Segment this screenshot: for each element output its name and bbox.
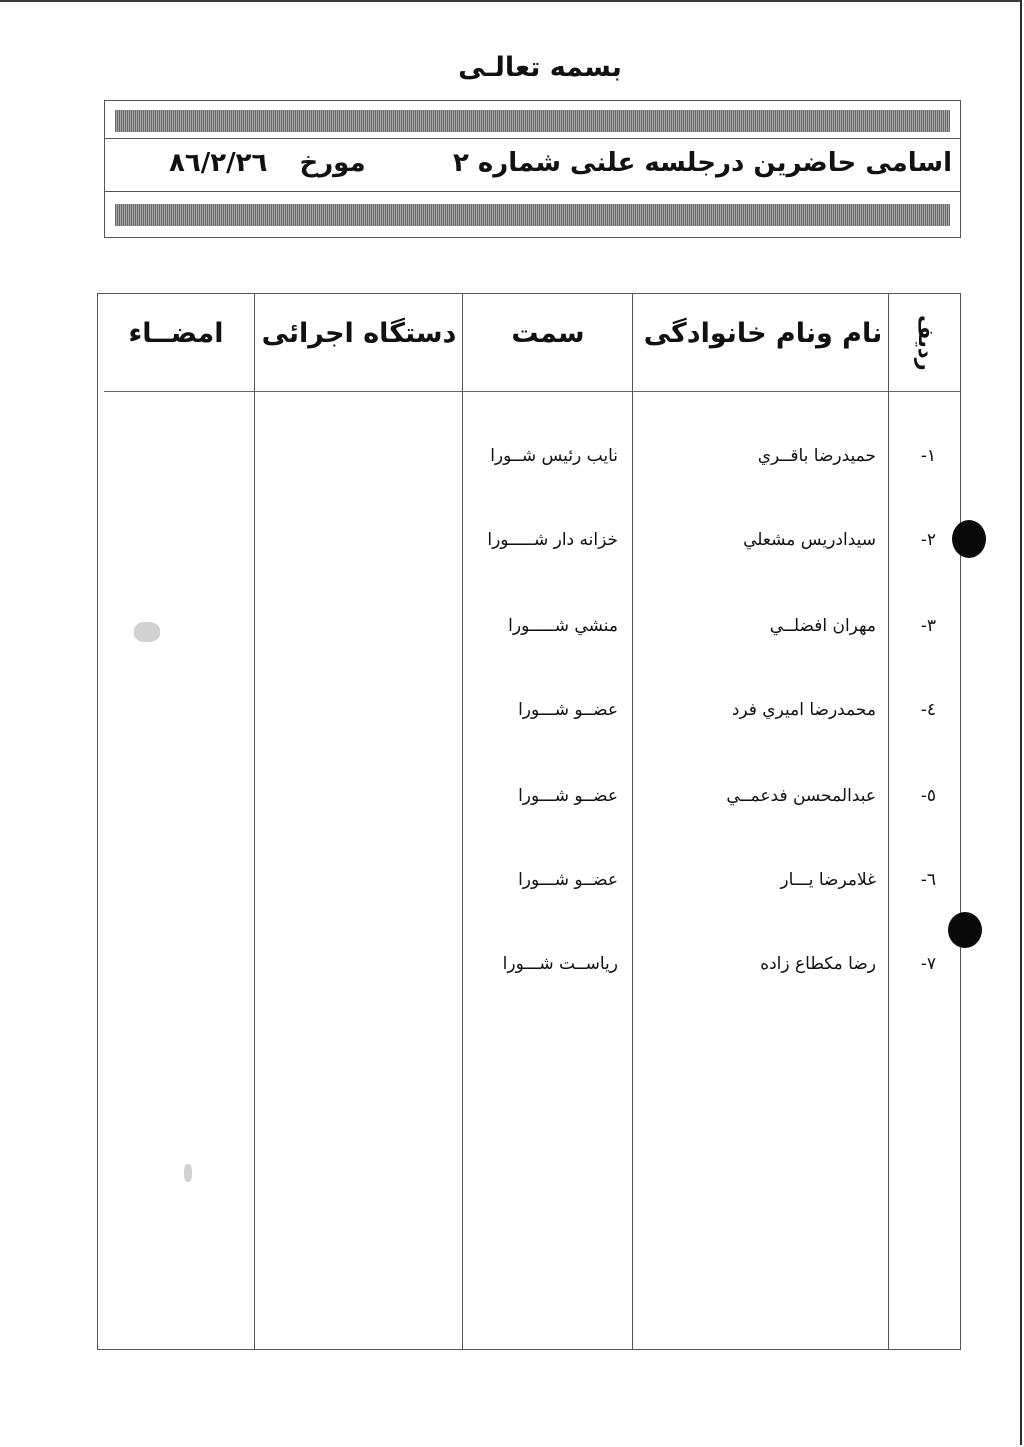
- row-number: ٥-: [920, 786, 936, 806]
- punch-hole: [952, 520, 986, 558]
- member-position: عضــو شـــورا: [518, 870, 618, 890]
- column-header-agency: دستگاه اجرائی: [261, 318, 457, 349]
- table-row: [98, 446, 960, 486]
- date-label: مورخ: [299, 148, 366, 178]
- member-name: حميدرضا باقــري: [757, 446, 876, 466]
- row-number: ۳-: [920, 616, 936, 636]
- table-header-rule: [104, 391, 960, 392]
- header-divider: [105, 191, 960, 192]
- attendance-table: [97, 293, 961, 1350]
- table-row: [98, 870, 960, 910]
- hatched-band-top: [115, 110, 950, 132]
- table-row: [98, 954, 960, 994]
- column-header-position: سمت: [511, 318, 585, 349]
- row-number: ١-: [920, 446, 936, 466]
- member-position: رياســت شـــورا: [502, 954, 618, 974]
- member-name: سيدادريس مشعلي: [743, 530, 876, 550]
- row-number: ۷-: [920, 954, 936, 974]
- member-name: غلامرضا يـــار: [780, 870, 876, 890]
- member-position: خزانه دار شـــــورا: [487, 530, 618, 550]
- table-row: [98, 700, 960, 740]
- table-row: [98, 530, 960, 570]
- member-position: عضــو شـــورا: [518, 700, 618, 720]
- table-row: [98, 786, 960, 826]
- scan-smudge: [184, 1164, 192, 1182]
- row-number: ٤-: [920, 700, 936, 720]
- row-number: ۲-: [920, 530, 936, 550]
- member-name: عبدالمحسن فدعمــي: [726, 786, 876, 806]
- member-position: نايب رئيس شــورا: [490, 446, 618, 466]
- scan-smudge: [134, 622, 160, 642]
- date-value: ٨٦/٢/٢٦: [169, 148, 268, 178]
- column-header-row-number: ردیف: [914, 315, 938, 371]
- member-name: محمدرضا اميري فرد: [731, 700, 876, 720]
- column-header-name: نام ونام خانوادگی: [643, 318, 883, 349]
- row-number: ٦-: [920, 870, 936, 890]
- page-title: بسمه تعالـی: [458, 52, 622, 83]
- session-header-box: [104, 100, 961, 238]
- header-divider: [105, 138, 960, 139]
- member-position: عضــو شـــورا: [518, 786, 618, 806]
- member-position: منشي شـــــورا: [508, 616, 618, 636]
- table-row: [98, 616, 960, 656]
- member-name: مهران افضلــي: [769, 616, 876, 636]
- column-header-signature: امضــاء: [128, 318, 224, 349]
- member-name: رضا مكطاع زاده: [760, 954, 876, 974]
- punch-hole: [948, 912, 982, 948]
- hatched-band-bottom: [115, 204, 950, 226]
- session-date: [169, 148, 366, 178]
- session-title: اسامی حاضرین درجلسه علنی شماره ۲: [453, 148, 952, 178]
